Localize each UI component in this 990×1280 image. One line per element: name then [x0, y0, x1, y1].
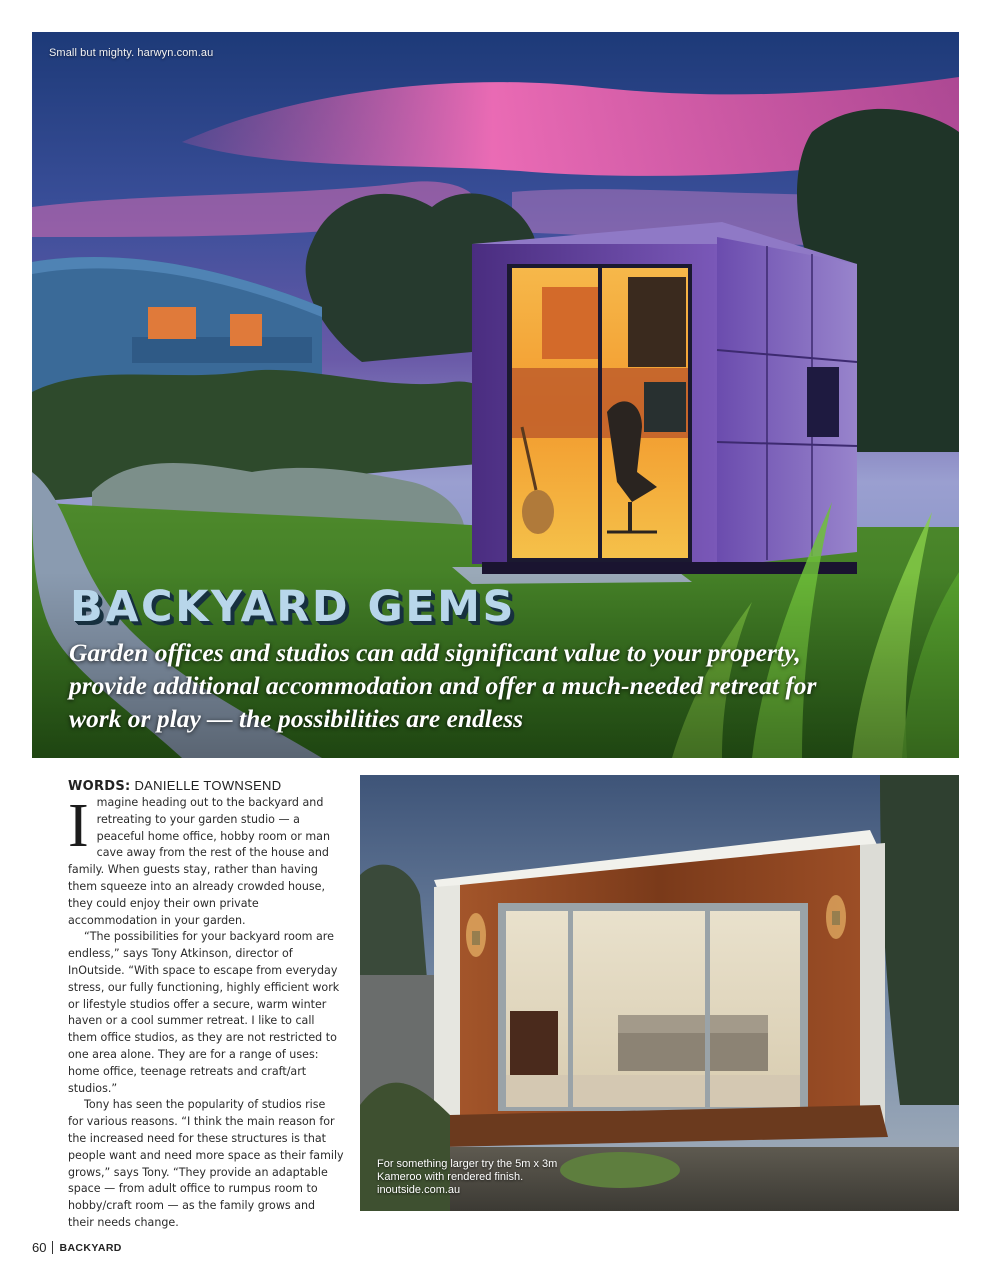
section-label: BACKYARD: [59, 1241, 122, 1254]
body-paragraph: [68, 792, 344, 929]
article-standfirst: Garden offices and studios can add significant value to your property, provide additional accommodation and offer a much-needed retreat for work or play — the possibilities are endless: [69, 638, 817, 733]
body-paragraph-text: magine heading out to the backyard and retreating to your garden studio — a peaceful home office, hobby room or man cave away from the rest of the house and family. When guests stay, rather than having them squeeze into an already crowded house, they could enjoy their own private accommodation in your garden.: [68, 796, 330, 927]
page-number: 60: [32, 1240, 47, 1255]
footer-divider: [52, 1241, 53, 1254]
studio-photo-caption: For something larger try the 5m x 3m Kameroo with rendered finish. inoutside.com.au: [377, 1158, 558, 1196]
byline: [68, 778, 281, 794]
drop-cap: I: [68, 792, 89, 860]
hero-photo-caption: Small but mighty. harwyn.com.au: [49, 47, 214, 59]
byline-author: DANIELLE TOWNSEND: [134, 778, 282, 793]
hero-photo: [32, 32, 959, 758]
article-body: [68, 792, 344, 1232]
body-paragraph: “The possibilities for your backyard room are endless,” says Tony Atkinson, director of InOutside. “With space to escape from everyday stress, our fully functioning, highly efficient work or lifestyle studios offer a secure, warm winter haven or a cool summer retreat. I like to call them office studios, as they are not restricted to one area alone. They are for a range of uses: home office, teenage retreats and craft/art studios.”: [68, 930, 340, 1095]
page-footer: [32, 1240, 122, 1255]
body-paragraph: Tony has seen the popularity of studios rise for various reasons. “I think the main reason for the increased need for these structures is that people want and need more space as their family grows,” says Tony. “They provide an adaptable space — from adult office to rumpus room to hobby/craft room — as the family grows and their needs change.: [68, 1098, 344, 1229]
studio-photo: [360, 775, 959, 1211]
studio-photo-illustration: [360, 775, 959, 1211]
article-title: BACKYARD GEMS: [70, 582, 516, 632]
byline-label: WORDS:: [68, 779, 131, 794]
